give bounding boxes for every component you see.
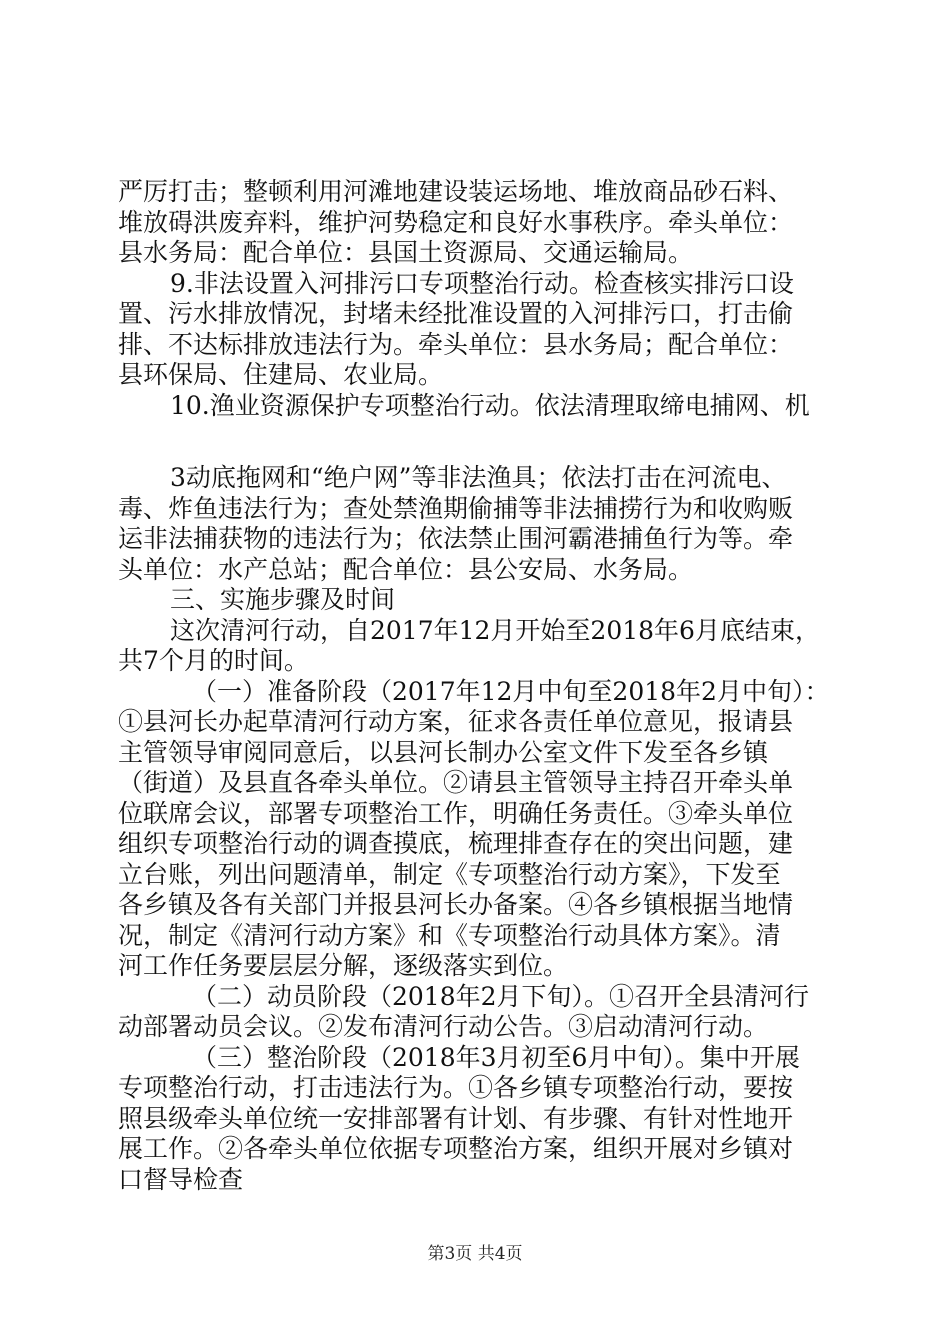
text-line: （街道）及县直各牵头单位。②请县主管领导主持召开牵头单	[118, 768, 794, 797]
subsection-heading: （一）准备阶段（2017年12月中旬至2018年2月中旬）：	[192, 676, 830, 706]
text-line: 毒、炸鱼违法行为；查处禁渔期偷捕等非法捕捞行为和收购贩	[118, 493, 794, 523]
text-line: 3动底拖网和“绝户网”等非法渔具；依法打击在河流电、	[170, 463, 787, 492]
text-line: 9.非法设置入河排污口专项整治行动。检查核实排污口设	[170, 268, 794, 298]
text-line: 口督导检查	[118, 1164, 244, 1194]
text-line: 置、污水排放情况，封堵未经批准设置的入河排污口，打击偷	[118, 299, 794, 328]
text-line: 位联席会议，部署专项整治工作，明确任务责任。③牵头单位	[118, 798, 794, 828]
text-line: 这次清河行动，自2017年12月开始至2018年6月底结束，	[170, 615, 820, 645]
text-line: 共7个月的时间。	[118, 646, 309, 675]
text-line: 河工作任务要层层分解，逐级落实到位。	[118, 951, 569, 980]
text-line: 主管领导审阅同意后，以县河长制办公室文件下发至各乡镇	[118, 737, 769, 767]
text-line: ①县河长办起草清河行动方案，征求各责任单位意见，报请县	[118, 707, 794, 736]
text-line: 况，制定《清河行动方案》和《专项整治行动具体方案》。清	[118, 920, 781, 950]
text-line: 动部署动员会议。②发布清河行动公告。③启动清河行动。	[118, 1012, 769, 1041]
text-line: 专项整治行动，打击违法行为。①各乡镇专项整治行动，要按	[118, 1073, 794, 1102]
text-line: 县水务局：配合单位：县国土资源局、交通运输局。	[118, 238, 694, 267]
text-line: 立台账，列出问题清单，制定《专项整治行动方案》，下发至	[118, 859, 781, 889]
text-line: 堆放碍洪废弃料，维护河势稳定和良好水事秩序。牵头单位：	[118, 207, 794, 237]
text-line: 展工作。②各牵头单位依据专项整治方案，组织开展对乡镇对	[118, 1134, 794, 1163]
page-number-footer: 第3页 共4页	[427, 1244, 523, 1264]
text-line: 头单位：水产总站；配合单位：县公安局、水务局。	[118, 554, 694, 584]
section-heading: 三、实施步骤及时间	[170, 585, 396, 614]
text-line: 组织专项整治行动的调查摸底，梳理排查存在的突出问题，建	[118, 829, 794, 858]
text-line: 照县级牵头单位统一安排部署有计划、有步骤、有针对性地开	[118, 1103, 794, 1133]
subsection-heading: （二）动员阶段（2018年2月下旬）。①召开全县清河行	[192, 981, 810, 1011]
text-line: 运非法捕获物的违法行为；依法禁止围河霸港捕鱼行为等。牵	[118, 524, 794, 553]
text-line: 严厉打击；整顿利用河滩地建设装运场地、堆放商品砂石料、	[118, 177, 794, 206]
text-line: 10.渔业资源保护专项整治行动。依法清理取缔电捕网、机	[170, 390, 810, 420]
text-line: 县环保局、住建局、农业局。	[118, 360, 444, 389]
text-line: 各乡镇及各有关部门并报县河长办备案。④各乡镇根据当地情	[118, 890, 794, 919]
text-line: 排、不达标排放违法行为。牵头单位：县水务局；配合单位：	[118, 329, 794, 359]
subsection-heading: （三）整治阶段（2018年3月初至6月中旬）。集中开展	[192, 1042, 800, 1072]
